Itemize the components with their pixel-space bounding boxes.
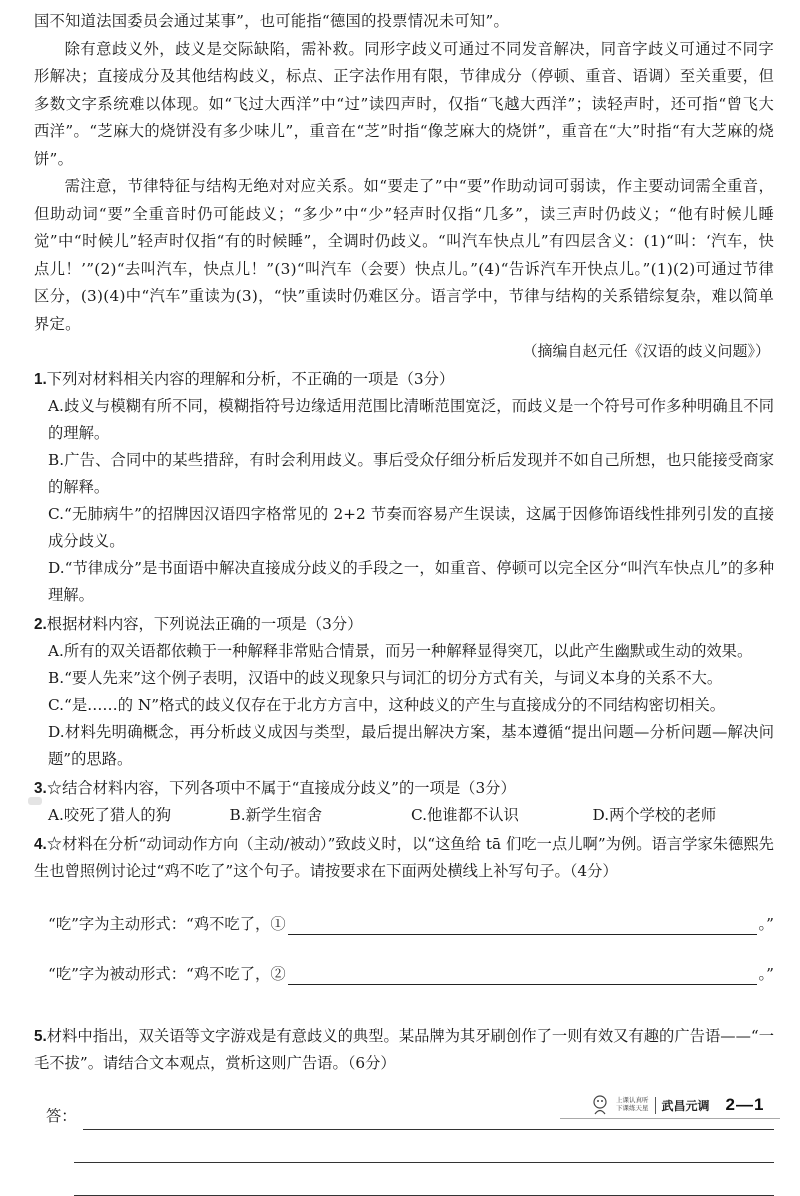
passage-paragraph-3: 需注意，节律特征与结构无绝对对应关系。如“要走了”中“要”作助动词可弱读，作主要动词需全重音，但助动词“要”全重音时仍可能歧义；“多少”中“少”轻声时仅指“几多”，读三声时仍歧义；“他有时候儿睡觉”中“时候儿”轻声时仅指“有的时候睡”，全调时仍歧义。“叫汽车快点儿”有四层含义：(1)“叫：‘汽车，快点儿！’”(2)“去叫汽车，快点儿！”(3)“叫汽车（会要）快点儿。”(4)“告诉汽车开快点儿。”(1)(2)可通过节律区分，(3)(4)中“汽车”重读为(3)，“快”重读时仍难区分。语言学中，节律与结构的关系错综复杂，难以简单界定。 xyxy=(34,177,774,333)
question-5-number: 5. xyxy=(34,1028,47,1045)
question-1-text: 下列对材料相关内容的理解和分析，不正确的一项是（3分） xyxy=(46,370,455,388)
question-2-option-b: B.“要人先来”这个例子表明，汉语中的歧义现象只与词汇的切分方式有关，与词义本身的关系不大。 xyxy=(48,669,723,687)
question-1 xyxy=(34,366,774,609)
mascot-icon xyxy=(590,1094,610,1116)
question-5-text: 材料中指出，双关语等文字游戏是有意歧义的典型。某品牌为其牙刷创作了一则有效又有趣的广告语——“一毛不拔”。请结合文本观点，赏析这则广告语。（6分） xyxy=(34,1027,774,1072)
question-1-number: 1. xyxy=(34,371,47,388)
question-4-blank-1-row xyxy=(34,913,774,935)
question-4-text: 材料在分析“动词动作方向（主动/被动）”致歧义时，以“这鱼给 tā 们吃一点儿啊”为例。语言学家朱德熙先生也曾照例讨论过“鸡不吃了”这个句子。请按要求在下面两处横线上补写句子。（4分） xyxy=(34,835,774,880)
question-4-blank-2-prefix: “吃”字为被动形式：“鸡不吃了，② xyxy=(48,965,286,983)
question-2-option-a: A.所有的双关语都依赖于一种解释非常贴合情景，而另一种解释显得突兀，以此产生幽默或生动的效果。 xyxy=(48,642,753,660)
question-3-text: 结合材料内容，下列各项中不属于“直接成分歧义”的一项是（3分） xyxy=(62,779,516,797)
question-3-option-b: B.新学生宿舍 xyxy=(229,806,323,824)
question-3-option-c: C.他谁都不认识 xyxy=(411,806,519,824)
exam-page xyxy=(34,0,774,1196)
question-2 xyxy=(34,611,774,773)
page-number: 2—1 xyxy=(725,1095,765,1114)
question-3-options xyxy=(34,802,774,829)
question-4-stem xyxy=(34,831,774,885)
question-1-option-c: C.“无肺病牛”的招牌因汉语四字格常见的 2+2 节奏而容易产生误读，这属于因修饰语线性排列引发的直接成分歧义。 xyxy=(48,505,774,550)
passage-paragraph-1: 国不知道法国委员会通过某事”，也可能指“德国的投票情况未可知”。 xyxy=(34,12,510,30)
page-footer xyxy=(590,1094,764,1116)
passage-paragraph-2: 除有意歧义外，歧义是交际缺陷，需补救。同形字歧义可通过不同发音解决，同音字歧义可通过不同字形解决；直接成分及其他结构歧义，标点、正字法作用有限，节律成分（停顿、重音、语调）至关重要，但多数文字系统难以体现。如“飞过大西洋”中“过”读四声时，仅指“飞越大西洋”；读轻声时，还可指“曾飞大西洋”。“芝麻大的烧饼没有多少味儿”，重音在“芝”时指“像芝麻大的烧饼”，重音在“大”时指“有大芝麻的烧饼”。 xyxy=(34,39,774,168)
question-5-stem xyxy=(34,1023,774,1077)
question-3-number: 3. xyxy=(34,780,47,797)
question-4 xyxy=(34,831,774,985)
question-3 xyxy=(34,775,774,829)
answer-label: 答： xyxy=(46,1107,77,1125)
footer-slogan-bottom: 下课练天星 xyxy=(616,1105,649,1112)
question-4-blank-2-row xyxy=(34,963,774,985)
scan-speck xyxy=(28,797,42,805)
footer-slogan xyxy=(616,1097,649,1113)
question-4-blank-1[interactable] xyxy=(288,916,757,935)
question-2-option-c: C.“是……的 N”格式的歧义仅存在于北方方言中，这种歧义的产生与直接成分的不同结构密切相关。 xyxy=(48,696,726,714)
question-4-number: 4. xyxy=(34,836,47,853)
question-2-number: 2. xyxy=(34,616,47,633)
question-1-option-d: D.“节律成分”是书面语中解决直接成分歧义的手段之一，如重音、停顿可以完全区分“叫汽车快点儿”的多种理解。 xyxy=(48,559,774,604)
passage-source: （摘编自赵元任《汉语的歧义问题》） xyxy=(522,342,770,360)
answer-line-3[interactable] xyxy=(74,1163,774,1196)
question-4-blank-2-suffix: 。” xyxy=(758,965,774,983)
footer-rule xyxy=(560,1118,780,1119)
question-3-stem xyxy=(34,775,774,802)
question-4-blank-2[interactable] xyxy=(288,966,757,985)
question-2-stem xyxy=(34,611,774,638)
answer-line-2[interactable] xyxy=(74,1130,774,1163)
question-4-blank-1-prefix: “吃”字为主动形式：“鸡不吃了，① xyxy=(48,915,286,933)
star-icon: ☆ xyxy=(46,779,63,797)
star-icon: ☆ xyxy=(46,835,63,853)
question-3-option-a: A.咬死了猎人的狗 xyxy=(48,806,171,824)
question-4-blank-1-suffix: 。” xyxy=(758,915,774,933)
question-2-option-d: D.材料先明确概念，再分析歧义成因与类型，最后提出解决方案，基本遵循“提出问题—分析问题—解决问题”的思路。 xyxy=(48,723,774,768)
question-2-text: 根据材料内容，下列说法正确的一项是（3分） xyxy=(46,615,363,633)
question-3-option-d: D.两个学校的老师 xyxy=(592,806,717,824)
footer-slogan-top: 上课认真听 xyxy=(616,1097,649,1104)
question-1-option-a: A.歧义与模糊有所不同，模糊指符号边缘适用范围比清晰范围宽泛，而歧义是一个符号可作多种明确且不同的理解。 xyxy=(48,397,774,442)
question-1-option-b: B.广告、合同中的某些措辞，有时会利用歧义。事后受众仔细分析后发现并不如自己所想，也只能接受商家的解释。 xyxy=(48,451,774,496)
question-1-stem xyxy=(34,366,774,393)
footer-brand: 武昌元调 xyxy=(655,1097,710,1114)
